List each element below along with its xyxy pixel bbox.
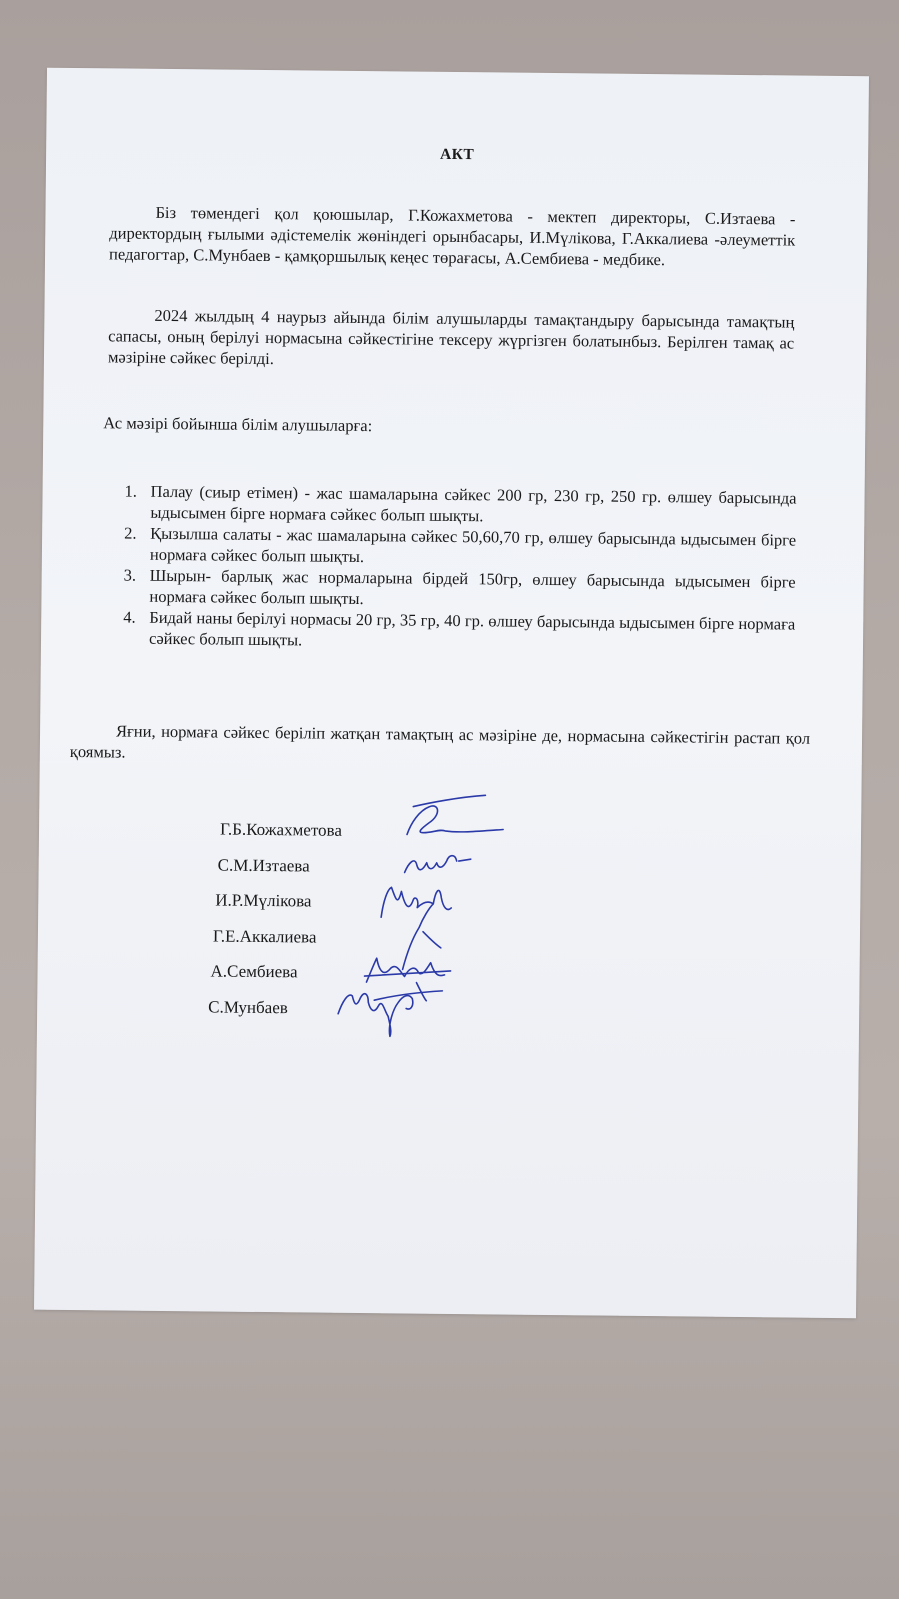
inspection-paragraph: 2024 жылдың 4 наурыз айында білім алушыларды тамақтандыру барысында тамақтың сапасы, оның берілуі нормасына сәйкестігіне тексеру жүргізген болатынбыз. Берілген тамақ ас мәзіріне сәйкес берілді. <box>107 305 795 369</box>
list-item-number: 1. <box>124 481 138 501</box>
handwritten-signature <box>399 792 510 853</box>
list-item-number: 3. <box>123 565 137 585</box>
signatory-name: А.Сембиева <box>210 961 298 982</box>
conclusion-paragraph: Яғни, нормаға сәйкес беріліп жатқан тамақтың ас мәзіріне де, нормасына сәйкестігін растап қол қоямыз. <box>69 721 811 762</box>
signatory-name: С.Мунбаев <box>208 996 288 1017</box>
signatory-name: С.М.Изтаева <box>217 855 310 875</box>
document-title: АКТ <box>439 145 475 164</box>
list-item-text: Қызылша салаты - жас шамаларына сәйкес 50,60,70 гр, өлшеу барысында ыдысымен бірге нормаға сәйкес болып шықты. <box>149 523 797 567</box>
menu-heading: Ас мәзірі бойынша білім алушыларға: <box>103 413 373 436</box>
list-item-number: 2. <box>124 523 137 543</box>
list-item <box>116 522 796 571</box>
list-item <box>116 480 796 529</box>
intro-paragraph: Біз төмендегі қол қоюшылар, Г.Кожахметова - мектеп директоры, С.Изтаева - директордың ғылыми әдістемелік жөніндегі орынбасары, И.Мүлікова, Г.Аккалиева -әлеуметтік педагогтар, С.Мунбаев - қамқоршылық кеңес төрағасы, А.Сембиева - медбике. <box>108 202 796 270</box>
signatures-block <box>208 818 634 1035</box>
document-sheet <box>34 68 869 1319</box>
menu-list <box>115 480 797 655</box>
list-item-text: Палау (сиыр етімен) - жас шамаларына сәйкес 200 гр, 230 гр, 250 гр. өлшеу барысында ыдысымен бірге нормаға сәйкес болып шықты. <box>150 481 797 526</box>
list-item-number: 4. <box>123 607 136 627</box>
list-item-text: Шырын- барлық жас нормаларына бірдей 150гр, өлшеу барысында ыдысымен бірге нормаға сәйкес болып шықты. <box>149 565 796 609</box>
signature-row <box>208 996 632 1036</box>
signatory-name: Г.Б.Кожахметова <box>219 819 343 840</box>
handwritten-signature <box>330 969 451 1040</box>
list-item <box>115 606 795 655</box>
list-item <box>115 564 795 613</box>
signatory-name: Г.Е.Аккалиева <box>212 925 317 947</box>
list-item-text: Бидай наны берілуі нормасы 20 гр, 35 гр, 40 гр. өлшеу барысында ыдысымен бірге нормаға сәйкес болып шықты. <box>148 607 796 650</box>
signatory-name: И.Р.Мүлікова <box>215 890 312 911</box>
